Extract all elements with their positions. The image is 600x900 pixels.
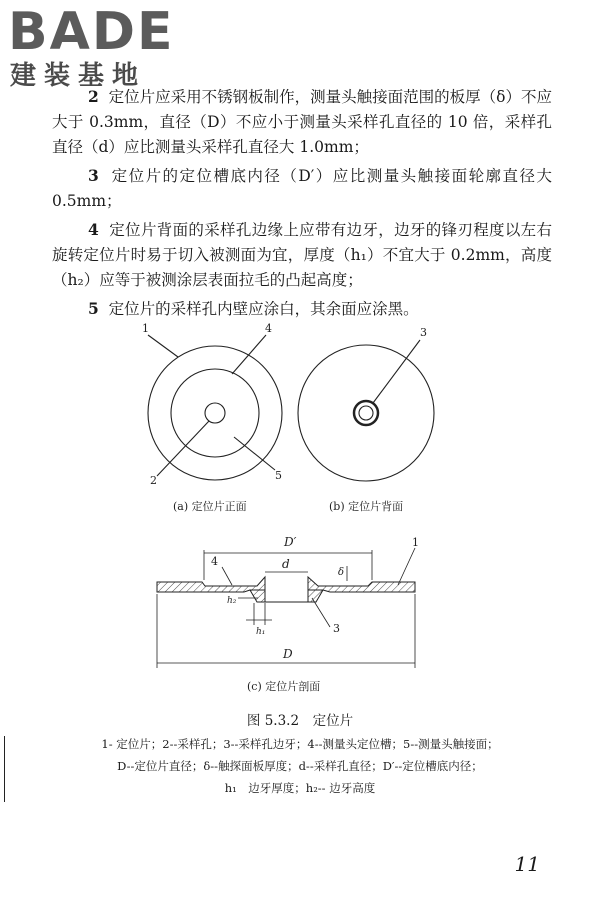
caption-section: (c) 定位片剖面 — [247, 680, 321, 693]
leader-3c — [312, 598, 330, 627]
back-outer-circle — [298, 345, 434, 481]
caption-back: (b) 定位片背面 — [329, 500, 404, 513]
leader-1a — [148, 335, 178, 357]
legend-line-2: D--定位片直径；δ--触探面板厚度；d--采样孔直径；D′--定位槽底内径； — [117, 759, 483, 773]
back-hole-edge — [354, 401, 378, 425]
paragraph-5: 5 定位片的采样孔内壁应涂白，其余面应涂黑。 — [88, 299, 419, 318]
section-view-drawing — [157, 577, 415, 602]
logo-brand-text: BADE — [8, 2, 175, 62]
callout-2-front: 2 — [150, 474, 157, 487]
leader-4 — [232, 335, 266, 374]
dim-label-d: d — [282, 557, 290, 571]
callout-4-front: 4 — [265, 322, 272, 335]
back-hole-inner — [359, 406, 373, 420]
leader-3b — [373, 340, 420, 403]
dim-label-h2: h₂ — [227, 596, 237, 606]
front-view-drawing — [148, 335, 282, 480]
figure-title: 图 5.3.2 定位片 — [246, 713, 354, 729]
page-number: 11 — [514, 852, 540, 876]
leader-2 — [157, 421, 209, 476]
section-left-tooth — [250, 590, 265, 602]
callout-5-front: 5 — [275, 469, 282, 482]
callout-1-section: 1 — [412, 536, 419, 549]
callout-4-section: 4 — [211, 555, 218, 568]
logo-subtitle: 建装基地 — [10, 61, 147, 91]
section-right-plate — [308, 577, 415, 592]
back-view-drawing — [298, 340, 434, 481]
callout-1-front: 1 — [142, 322, 149, 335]
paragraph-2: 2 定位片应采用不锈钢板制作，测量头触接面范围的板厚（δ）不应大于 0.3mm，直径（D）不应小于测量头采样孔直径的 10 倍，采样孔直径（d）应比测量头采样孔直径大 1.0mm； — [52, 87, 552, 156]
leader-1c — [398, 548, 415, 585]
front-sample-hole — [205, 403, 225, 423]
dim-label-d-prime: D′ — [284, 535, 297, 549]
legend-line-1: 1- 定位片；2--采样孔；3--采样孔边牙；4--测量头定位槽；5--测量头触接面； — [101, 737, 499, 751]
callout-3-section: 3 — [333, 622, 340, 635]
section-left-plate — [157, 577, 265, 592]
caption-front: (a) 定位片正面 — [173, 500, 247, 513]
callout-3-back: 3 — [420, 326, 427, 339]
paragraph-3: 3 定位片的定位槽底内径（D′）应比测量头触接面轮廓直径大 0.5mm； — [52, 166, 552, 210]
legend-line-3: h₁ 边牙厚度；h₂-- 边牙高度 — [224, 781, 376, 795]
dim-label-h1: h₁ — [256, 627, 266, 637]
front-groove-circle — [171, 369, 259, 457]
leader-4c — [222, 567, 232, 585]
figure-legend — [40, 733, 560, 799]
section-right-tooth — [308, 590, 323, 602]
margin-mark — [4, 736, 5, 802]
paragraph-4: 4 定位片背面的采样孔边缘上应带有边牙，边牙的锋刃程度以左右旋转定位片时易于切入被测面为宜，厚度（h₁）不宜大于 0.2mm，高度（h₂）应等于被测涂层表面拉毛的凸起高度； — [52, 220, 552, 289]
dim-label-D: D — [283, 647, 293, 661]
dim-label-delta: δ — [338, 567, 345, 578]
